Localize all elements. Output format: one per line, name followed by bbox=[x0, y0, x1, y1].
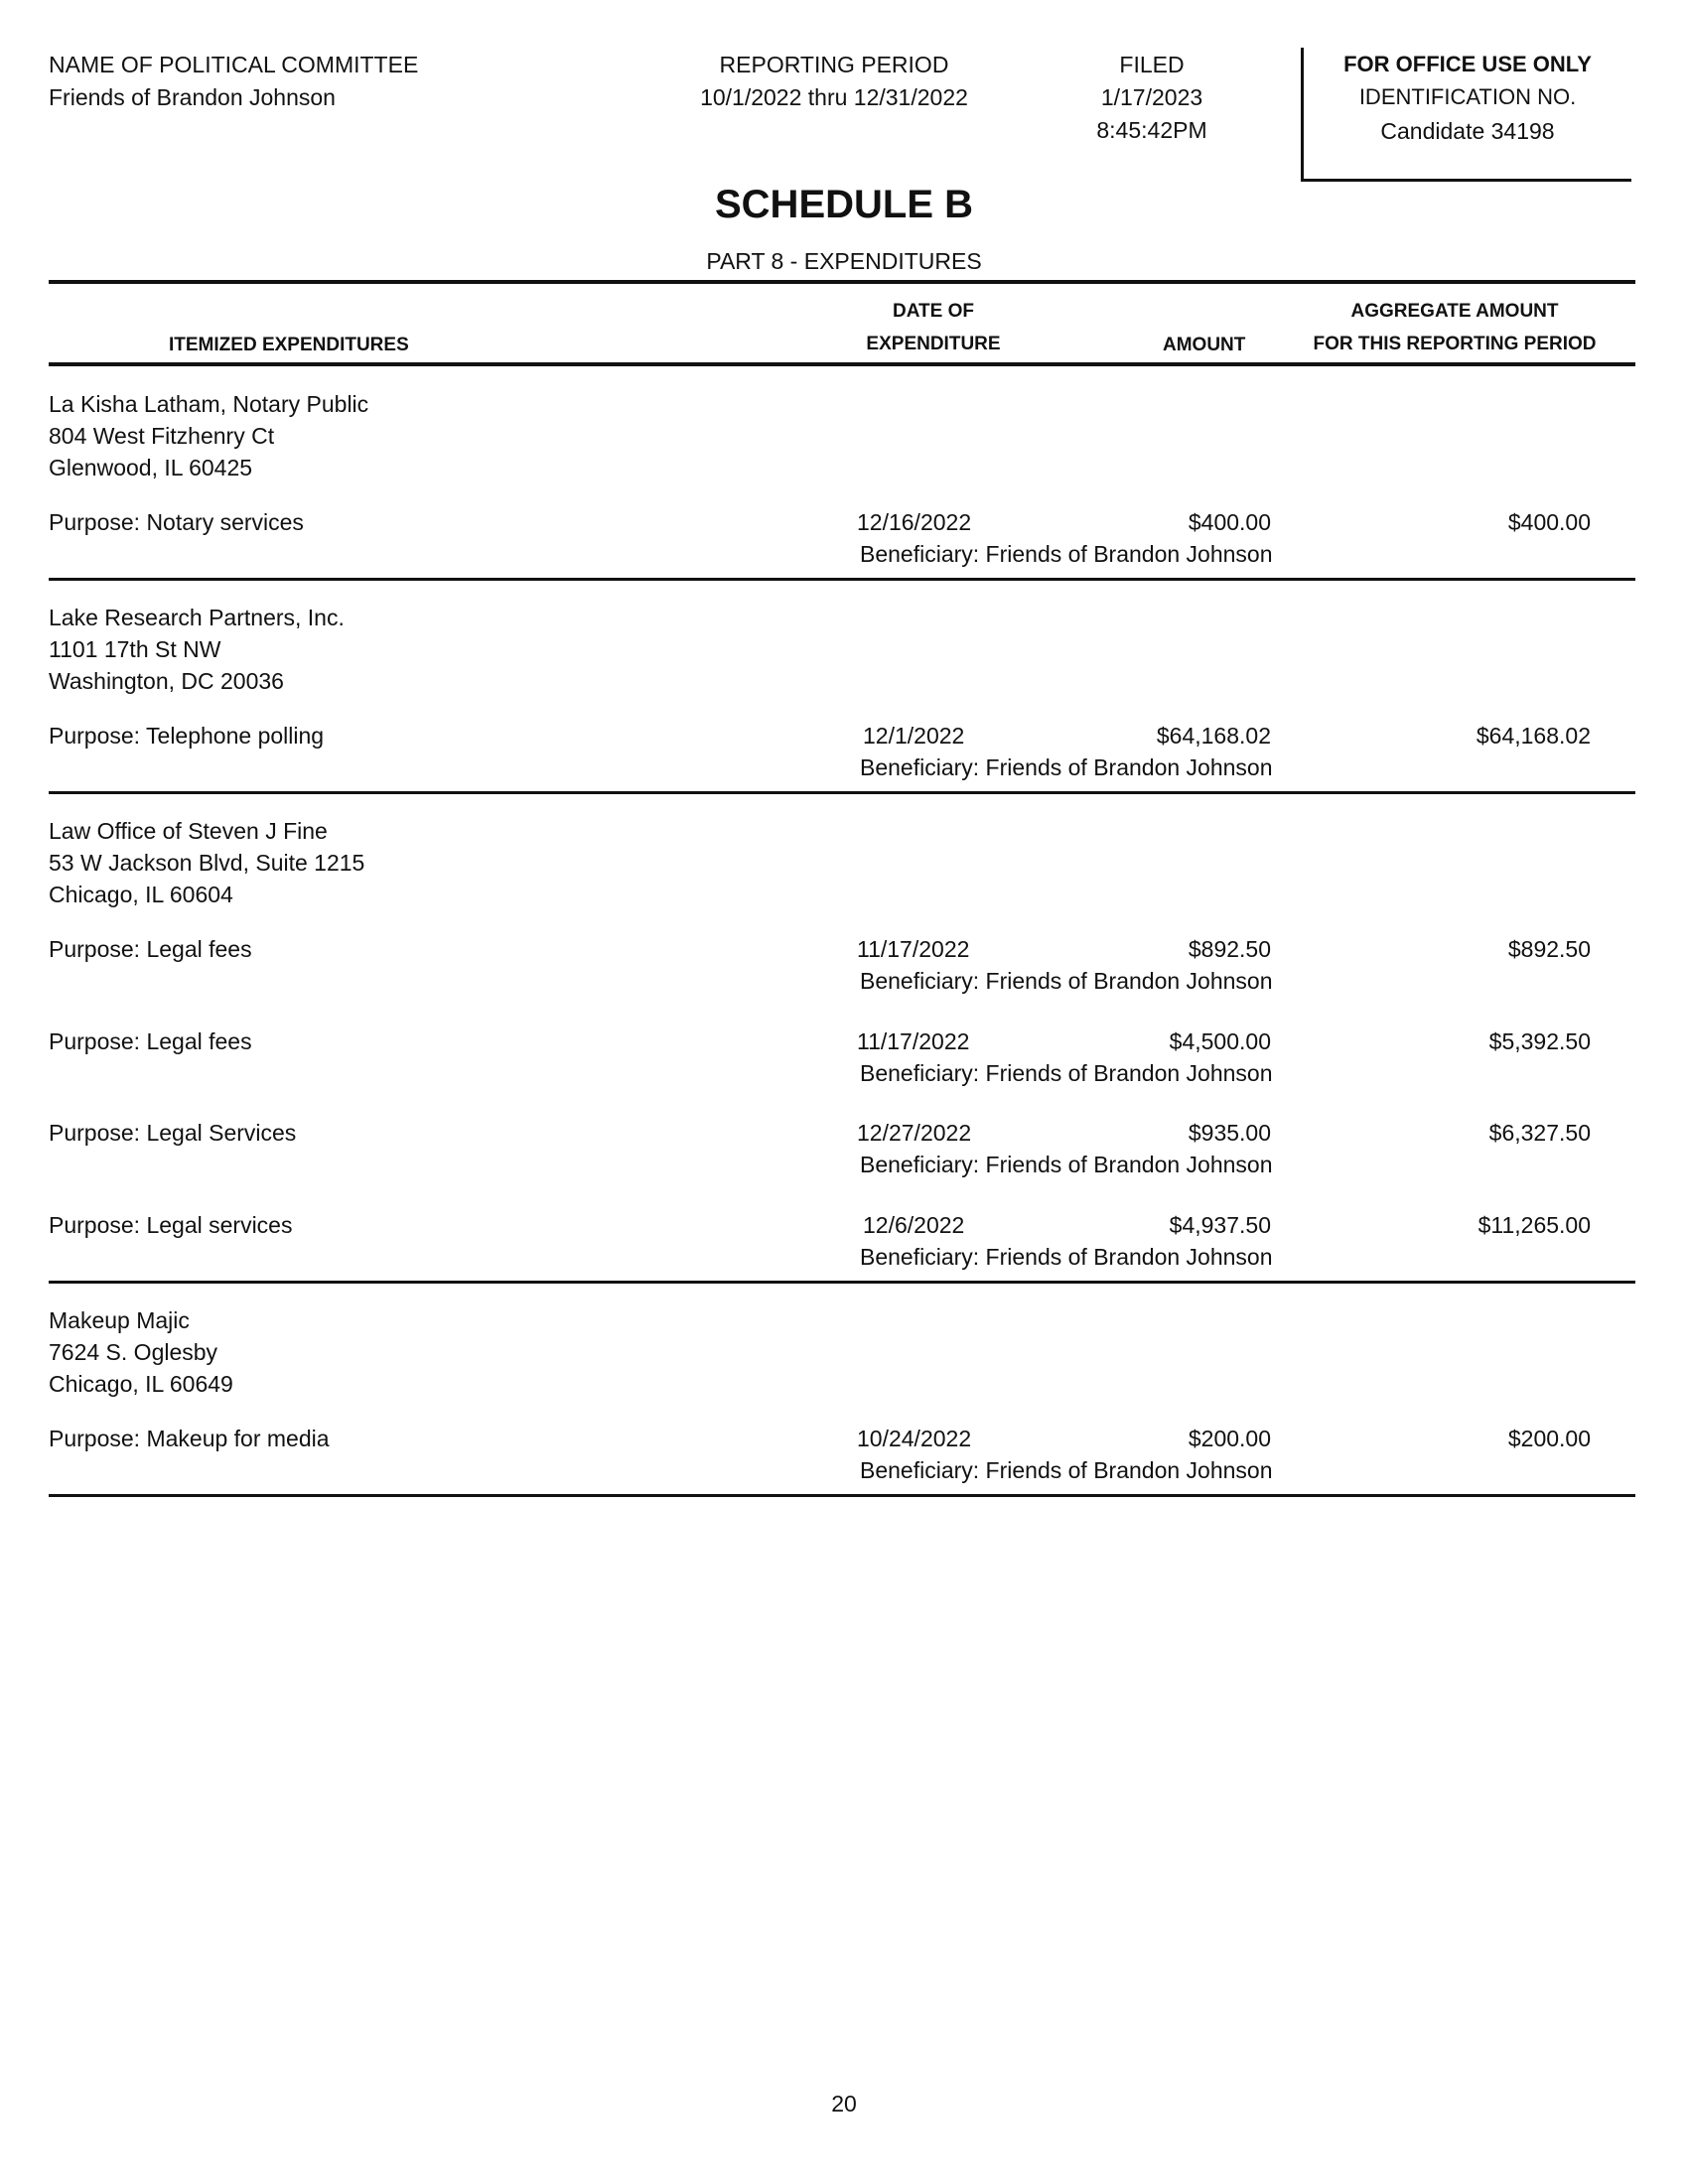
entry-beneficiary: Beneficiary: Friends of Brandon Johnson bbox=[860, 968, 1273, 994]
entry-amount: $200.00 bbox=[1188, 1426, 1271, 1451]
entry-aggregate: $64,168.02 bbox=[1476, 723, 1591, 749]
entry-beneficiary: Beneficiary: Friends of Brandon Johnson bbox=[860, 1244, 1273, 1270]
payee-name: Lake Research Partners, Inc. bbox=[49, 605, 345, 630]
entry-date: 10/24/2022 bbox=[857, 1426, 972, 1451]
entry-purpose: Purpose: Notary services bbox=[49, 509, 304, 535]
office-use-box bbox=[1301, 48, 1631, 182]
payee-block bbox=[49, 388, 368, 483]
entry-beneficiary: Beneficiary: Friends of Brandon Johnson bbox=[860, 754, 1273, 780]
entry-purpose: Purpose: Legal fees bbox=[49, 936, 252, 962]
entry-date: 12/6/2022 bbox=[863, 1212, 965, 1238]
entry-aggregate: $400.00 bbox=[1507, 509, 1591, 535]
entry-beneficiary: Beneficiary: Friends of Brandon Johnson bbox=[860, 1457, 1273, 1483]
payee-divider bbox=[49, 578, 1635, 581]
entry-beneficiary: Beneficiary: Friends of Brandon Johnson bbox=[860, 541, 1273, 567]
col-aggregate-amount bbox=[1296, 295, 1614, 360]
identification-value: Candidate 34198 bbox=[1380, 118, 1555, 144]
entry-purpose: Purpose: Legal Services bbox=[49, 1120, 297, 1146]
period-label: REPORTING PERIOD bbox=[719, 52, 949, 77]
schedule-title: SCHEDULE B bbox=[714, 183, 974, 226]
committee-block bbox=[49, 49, 418, 114]
entry-date: 12/16/2022 bbox=[857, 509, 972, 535]
col-itemized-expenditures: ITEMIZED EXPENDITURES bbox=[169, 335, 409, 355]
entry-date: 12/1/2022 bbox=[863, 723, 965, 749]
top-rule bbox=[49, 280, 1635, 284]
payee-name: Law Office of Steven J Fine bbox=[49, 818, 328, 844]
reporting-period-block bbox=[655, 49, 1013, 114]
filed-label: FILED bbox=[1119, 52, 1185, 77]
payee-address-line1: 53 W Jackson Blvd, Suite 1215 bbox=[49, 850, 365, 876]
header-rule bbox=[49, 362, 1635, 366]
col-amount: AMOUNT bbox=[1163, 335, 1246, 355]
payee-address-line1: 1101 17th St NW bbox=[49, 636, 221, 662]
entry-purpose: Purpose: Legal services bbox=[49, 1212, 293, 1238]
entry-date: 11/17/2022 bbox=[857, 1028, 970, 1054]
payee-address-line2: Chicago, IL 60604 bbox=[49, 882, 233, 907]
entry-amount: $64,168.02 bbox=[1156, 723, 1271, 749]
col-date-line1: DATE OF bbox=[893, 301, 974, 322]
entry-amount: $892.50 bbox=[1188, 936, 1271, 962]
filed-time: 8:45:42PM bbox=[1096, 117, 1207, 143]
payee-address-line2: Chicago, IL 60649 bbox=[49, 1371, 233, 1397]
payee-name: La Kisha Latham, Notary Public bbox=[49, 391, 369, 417]
entry-aggregate: $200.00 bbox=[1507, 1426, 1591, 1451]
filed-date: 1/17/2023 bbox=[1100, 84, 1203, 110]
entry-amount: $4,500.00 bbox=[1169, 1028, 1271, 1054]
payee-block bbox=[49, 1304, 233, 1400]
entry-date: 11/17/2022 bbox=[857, 936, 970, 962]
entry-amount: $4,937.50 bbox=[1169, 1212, 1271, 1238]
entry-purpose: Purpose: Telephone polling bbox=[49, 723, 325, 749]
entry-purpose: Purpose: Legal fees bbox=[49, 1028, 252, 1054]
entry-aggregate: $6,327.50 bbox=[1488, 1120, 1591, 1146]
filed-block bbox=[1053, 49, 1251, 147]
entry-purpose: Purpose: Makeup for media bbox=[49, 1426, 330, 1451]
payee-divider bbox=[49, 1281, 1635, 1284]
payee-address-line1: 7624 S. Oglesby bbox=[49, 1339, 218, 1365]
col-date-of-expenditure bbox=[834, 295, 1033, 360]
committee-name: Friends of Brandon Johnson bbox=[49, 84, 336, 110]
entry-aggregate: $11,265.00 bbox=[1477, 1212, 1591, 1238]
col-date-line2: EXPENDITURE bbox=[866, 334, 1001, 354]
page-number: 20 bbox=[831, 2091, 857, 2116]
col-aggregate-line1: AGGREGATE AMOUNT bbox=[1350, 301, 1559, 322]
bottom-rule bbox=[49, 1494, 1635, 1497]
col-aggregate-line2: FOR THIS REPORTING PERIOD bbox=[1313, 334, 1597, 354]
payee-block bbox=[49, 602, 345, 697]
entry-date: 12/27/2022 bbox=[857, 1120, 972, 1146]
payee-divider bbox=[49, 791, 1635, 794]
committee-label: NAME OF POLITICAL COMMITTEE bbox=[49, 52, 419, 77]
entry-amount: $935.00 bbox=[1188, 1120, 1271, 1146]
payee-address-line2: Glenwood, IL 60425 bbox=[49, 455, 253, 480]
payee-address-line1: 804 West Fitzhenry Ct bbox=[49, 423, 275, 449]
entry-amount: $400.00 bbox=[1188, 509, 1271, 535]
schedule-subtitle: PART 8 - EXPENDITURES bbox=[706, 248, 982, 274]
payee-address-line2: Washington, DC 20036 bbox=[49, 668, 284, 694]
entry-aggregate: $5,392.50 bbox=[1488, 1028, 1591, 1054]
entry-beneficiary: Beneficiary: Friends of Brandon Johnson bbox=[860, 1152, 1273, 1177]
entry-aggregate: $892.50 bbox=[1507, 936, 1591, 962]
period-value: 10/1/2022 thru 12/31/2022 bbox=[700, 84, 968, 110]
entry-beneficiary: Beneficiary: Friends of Brandon Johnson bbox=[860, 1060, 1273, 1086]
payee-block bbox=[49, 815, 364, 910]
payee-name: Makeup Majic bbox=[49, 1307, 190, 1333]
office-use-label: FOR OFFICE USE ONLY bbox=[1343, 52, 1592, 76]
identification-label: IDENTIFICATION NO. bbox=[1358, 84, 1577, 109]
